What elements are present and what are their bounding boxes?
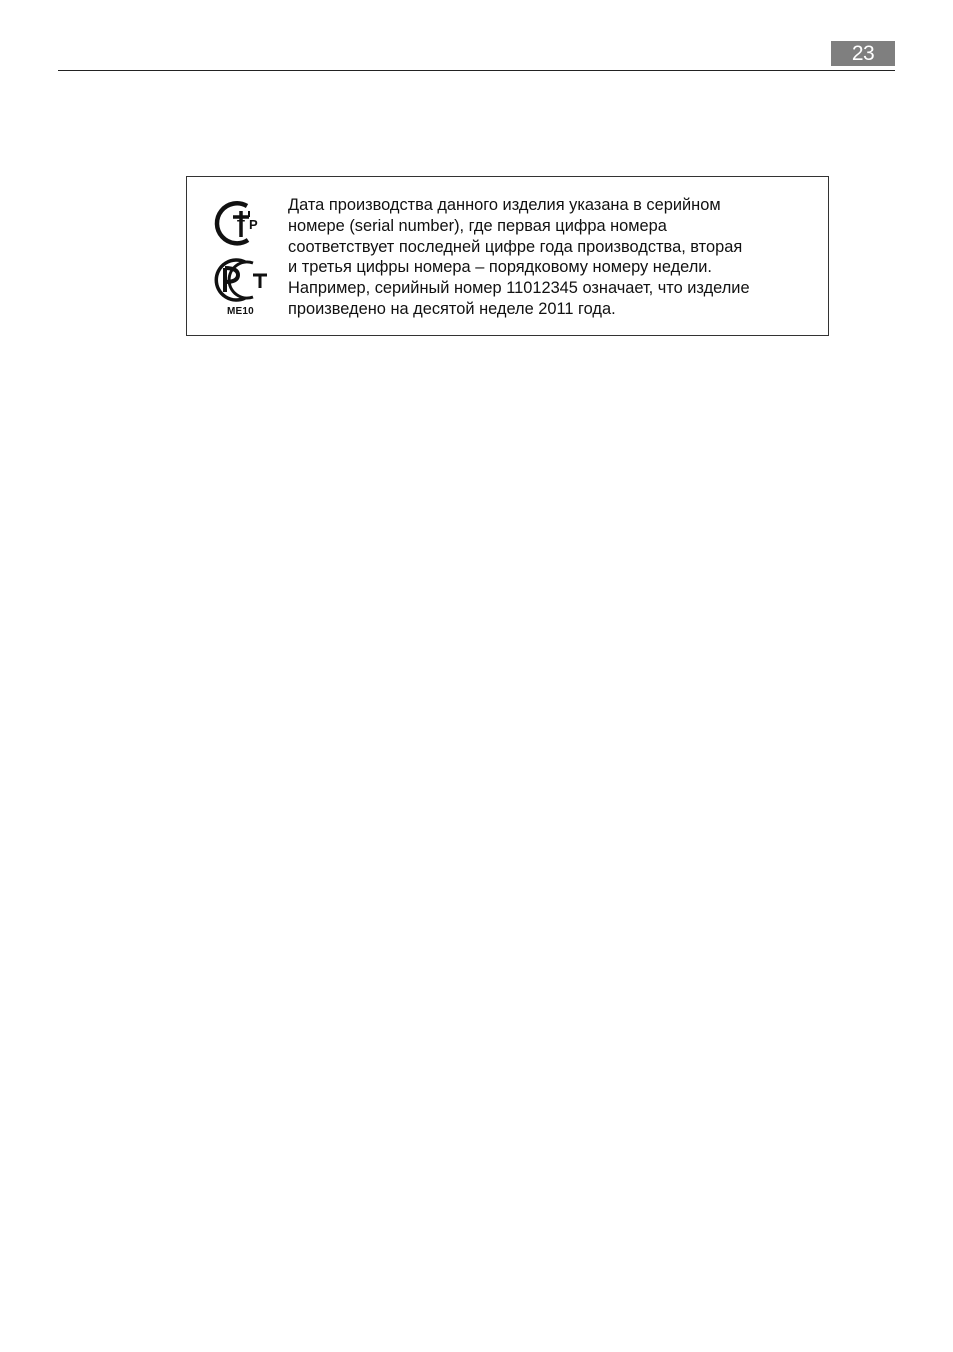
manufacture-date-explanation (288, 195, 818, 320)
svg-text:P: P (249, 217, 258, 232)
certification-code: ME10 (227, 306, 254, 317)
gost-r-pct-mark-icon (209, 255, 273, 305)
header-rule (58, 70, 895, 71)
eac-tr-mark-icon (209, 197, 273, 249)
text-line: Дата производства данного изделия указана в серийном (288, 196, 721, 214)
text-line: произведено на десятой неделе 2011 года. (288, 299, 616, 318)
certification-info-box (186, 176, 829, 336)
text-line: Например, серийный номер 11012345 означает, что изделие (288, 279, 750, 298)
text-line: соответствует последней цифре года производства, вторая (288, 237, 743, 256)
text-line: и третья цифры номера – порядковому номеру недели. (288, 258, 712, 277)
certification-logos (209, 197, 273, 322)
page-number: 23 (831, 41, 895, 66)
text-line: номере (serial number), где первая цифра номера (288, 216, 667, 235)
svg-text:T: T (237, 217, 245, 232)
